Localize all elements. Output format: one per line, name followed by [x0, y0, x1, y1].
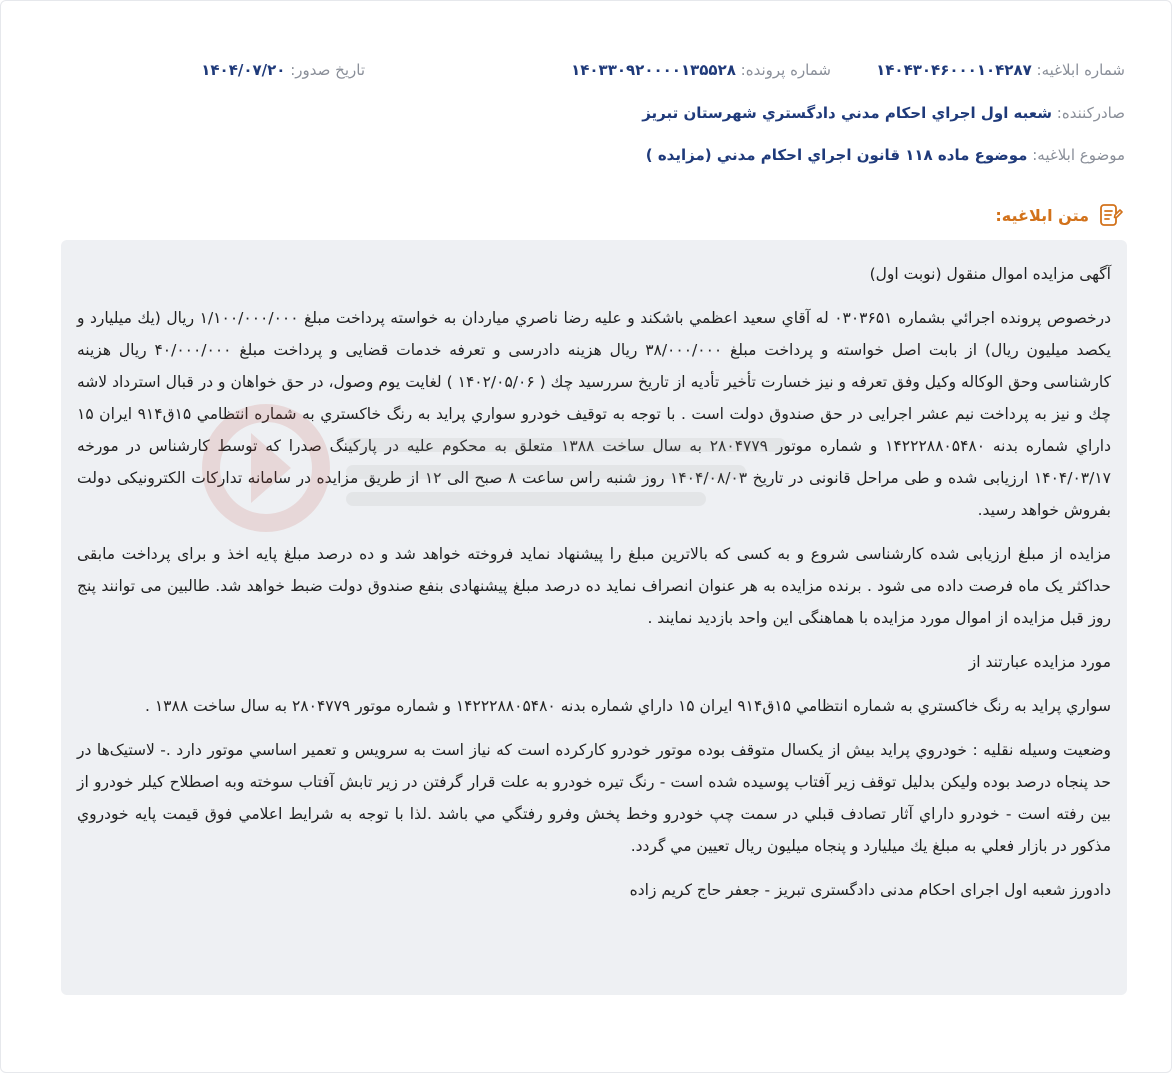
body-paragraph-case: درخصوص پرونده اجرائي بشماره ۰۳۰۳۶۵۱ له آقاي سعيد اعظمي باشكند و عليه رضا ناصري مياردان به خواسته پرداخت مبلغ ۱/۱۰۰/۰۰۰/۰۰۰ ريال (يك ميليارد و يكصد ميليون ريال) از بابت اصل خواسته و پرداخت مبلغ ۳۸/۰۰۰/۰۰۰ ريال هزينه دادرسی و تعرفه خدمات قضایی و پرداخت مبلغ ۴۰/۰۰۰/۰۰۰ ريال هزينه كارشناسی وحق الوكاله وكيل وفق تعرفه و نيز خسارت تأخير تأديه از تاريخ سررسيد چك ( ۱۴۰۲/۰۵/۰۶ ) لغايت يوم وصول، در حق خواهان و در قبال استرداد لاشه چك و نيز به پرداخت نيم عشر اجرايی در حق صندوق دولت است . با توجه به توقيف خودرو سواري پرايد به رنگ خاكستري به شماره انتظامي ۱۵ق۹۱۴ ايران ۱۵ داراي شماره بدنه ۱۴۲۲۲۸۸۰۵۴۸۰ و شماره موتور ۲۸۰۴۷۷۹ به سال ساخت ۱۳۸۸ متعلق به محكوم عليه در پاركينگ صدرا كه توسط كارشناس در مورخه ۱۴۰۴/۰۳/۱۷ ارزيابی شده و طی مراحل قانونی در تاریخ ۱۴۰۴/۰۸/۰۳ روز شنبه راس ساعت ۸ صبح الی ۱۲ از طریق مزایده در سامانه تداركات الكترونيكی دولت بفروش خواهد رسید. [77, 309, 1112, 519]
notice-number-label: شماره ابلاغیه: [1036, 61, 1125, 79]
case-number-label: شماره پرونده: [740, 61, 831, 79]
subject-label: موضوع ابلاغیه: [1032, 146, 1125, 164]
subject-value: موضوع ماده ۱۱۸ قانون اجراي احكام مدني (مزايده ) [645, 146, 1028, 164]
document-edit-icon [1097, 202, 1123, 228]
case-number [365, 59, 831, 81]
body-paragraph-items-intro: مورد مزايده عبارتند از [968, 653, 1111, 671]
case-number-value: ۱۴۰۳۳۰۹۲۰۰۰۰۱۳۵۵۲۸ [571, 61, 736, 79]
issue-date-value: ۱۴۰۴/۰۷/۲۰ [201, 61, 286, 79]
notice-number [831, 59, 1125, 81]
notice-body [61, 240, 1127, 995]
notice-text-title: متن ابلاغیه: [995, 205, 1089, 225]
body-paragraph-item: سواري پرايد به رنگ خاكستري به شماره انتظامي ۱۵ق۹۱۴ ايران ۱۵ داراي شماره بدنه ۱۴۲۲۲۸۸۰۵۴۸۰ و شماره موتور ۲۸۰۴۷۷۹ به سال ساخت ۱۳۸۸ . [144, 697, 1111, 715]
subject-row [61, 144, 1125, 166]
notice-text-heading [995, 202, 1123, 228]
issue-date-label: تاریخ صدور: [290, 61, 365, 79]
header-meta-row [61, 59, 1125, 81]
body-paragraph-terms: مزايده از مبلغ ارزيابی شده كارشناسی شروع و به كسی كه بالاترين مبلغ را پيشنهاد نمايد فروخته خواهد شد و ده درصد مبلغ پايه اخذ و برای پرداخت مابقی حداكثر يک ماه فرصت داده می شود . برنده مزايده به هر عنوان انصراف نمايد ده درصد مبلغ پيشنهادی بنفع صندوق دولت ضبط خواهد شد. طالبين می توانند پنج روز قبل مزايده از اموال مورد مزايده با هماهنگی اين واحد بازديد نمايند . [77, 545, 1111, 627]
issuer-label: صادرکننده: [1056, 104, 1125, 122]
body-signature: دادورز شعبه اول اجرای احکام مدنی دادگستری تبریز - جعفر حاج کریم زاده [629, 881, 1111, 899]
issuer-row [61, 102, 1125, 124]
issue-date [201, 59, 365, 81]
body-heading: آگهی مزایده اموال منقول (نوبت اول) [869, 265, 1111, 283]
issuer-value: شعبه اول اجراي احكام مدني دادگستري شهرستان تبريز [642, 104, 1052, 122]
body-paragraph-condition: وضعيت وسيله نقليه : خودروي پرايد بيش از يكسال متوقف بوده موتور خودرو كاركرده است كه نياز است به سرويس و تعمير اساسي موتور دارد .- لاستيک‌ها در حد پنجاه درصد بوده وليكن بدليل توقف زير آفتاب پوسيده شده است - رنگ تيره خودرو به علت قرار گرفتن در زير تابش آفتاب سوخته وبه اصطلاح كيلر خودرو از بين رفته است - خودرو داراي آثار تصادف قبلي در سمت چپ خودرو وخط پخش وفرو رفتگي مي باشد .لذا با توجه به شرايط اعلامي فوق قيمت پايه خودروي مذكور در بازار فعلي به مبلغ يك ميليارد و پنجاه ميليون ريال تعيين مي گردد. [77, 741, 1111, 855]
notice-number-value: ۱۴۰۴۳۰۴۶۰۰۰۱۰۴۲۸۷ [876, 61, 1032, 79]
